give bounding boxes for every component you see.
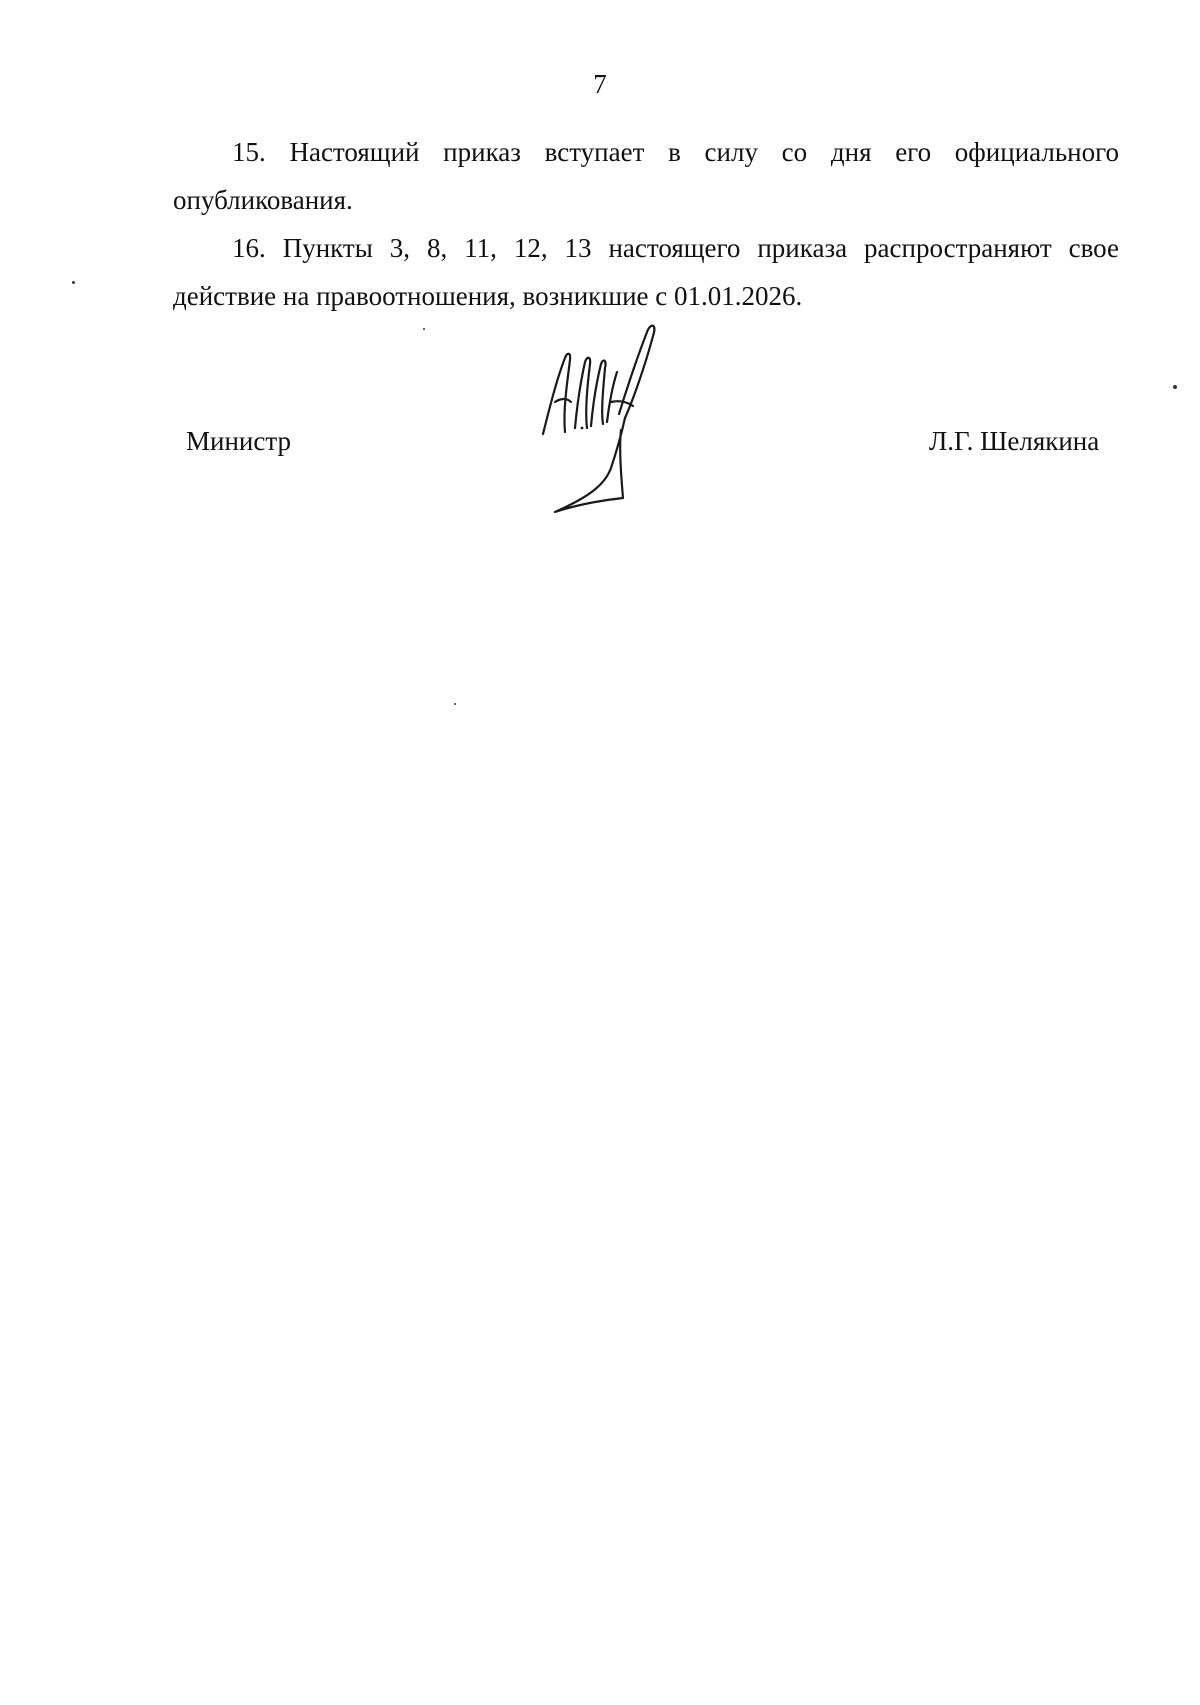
scan-speck <box>72 281 75 284</box>
scan-speck <box>423 328 425 330</box>
signatory-name: Л.Г. Шелякина <box>929 426 1100 456</box>
handwritten-signature <box>535 318 675 518</box>
signature-block <box>0 0 1200 560</box>
page-number: 7 <box>593 69 607 99</box>
paragraph-15: 15. Настоящий приказ вступает в силу со дня его официального опубликования. <box>173 137 1119 215</box>
signatory-position: Министр <box>186 426 291 456</box>
scan-speck <box>454 703 456 705</box>
paragraph-16: 16. Пункты 3, 8, 11, 12, 13 настоящего приказа распространяют свое действие на правоотношения, возникшие с 01.01.2026. <box>173 233 1119 311</box>
scan-speck <box>1173 385 1177 389</box>
